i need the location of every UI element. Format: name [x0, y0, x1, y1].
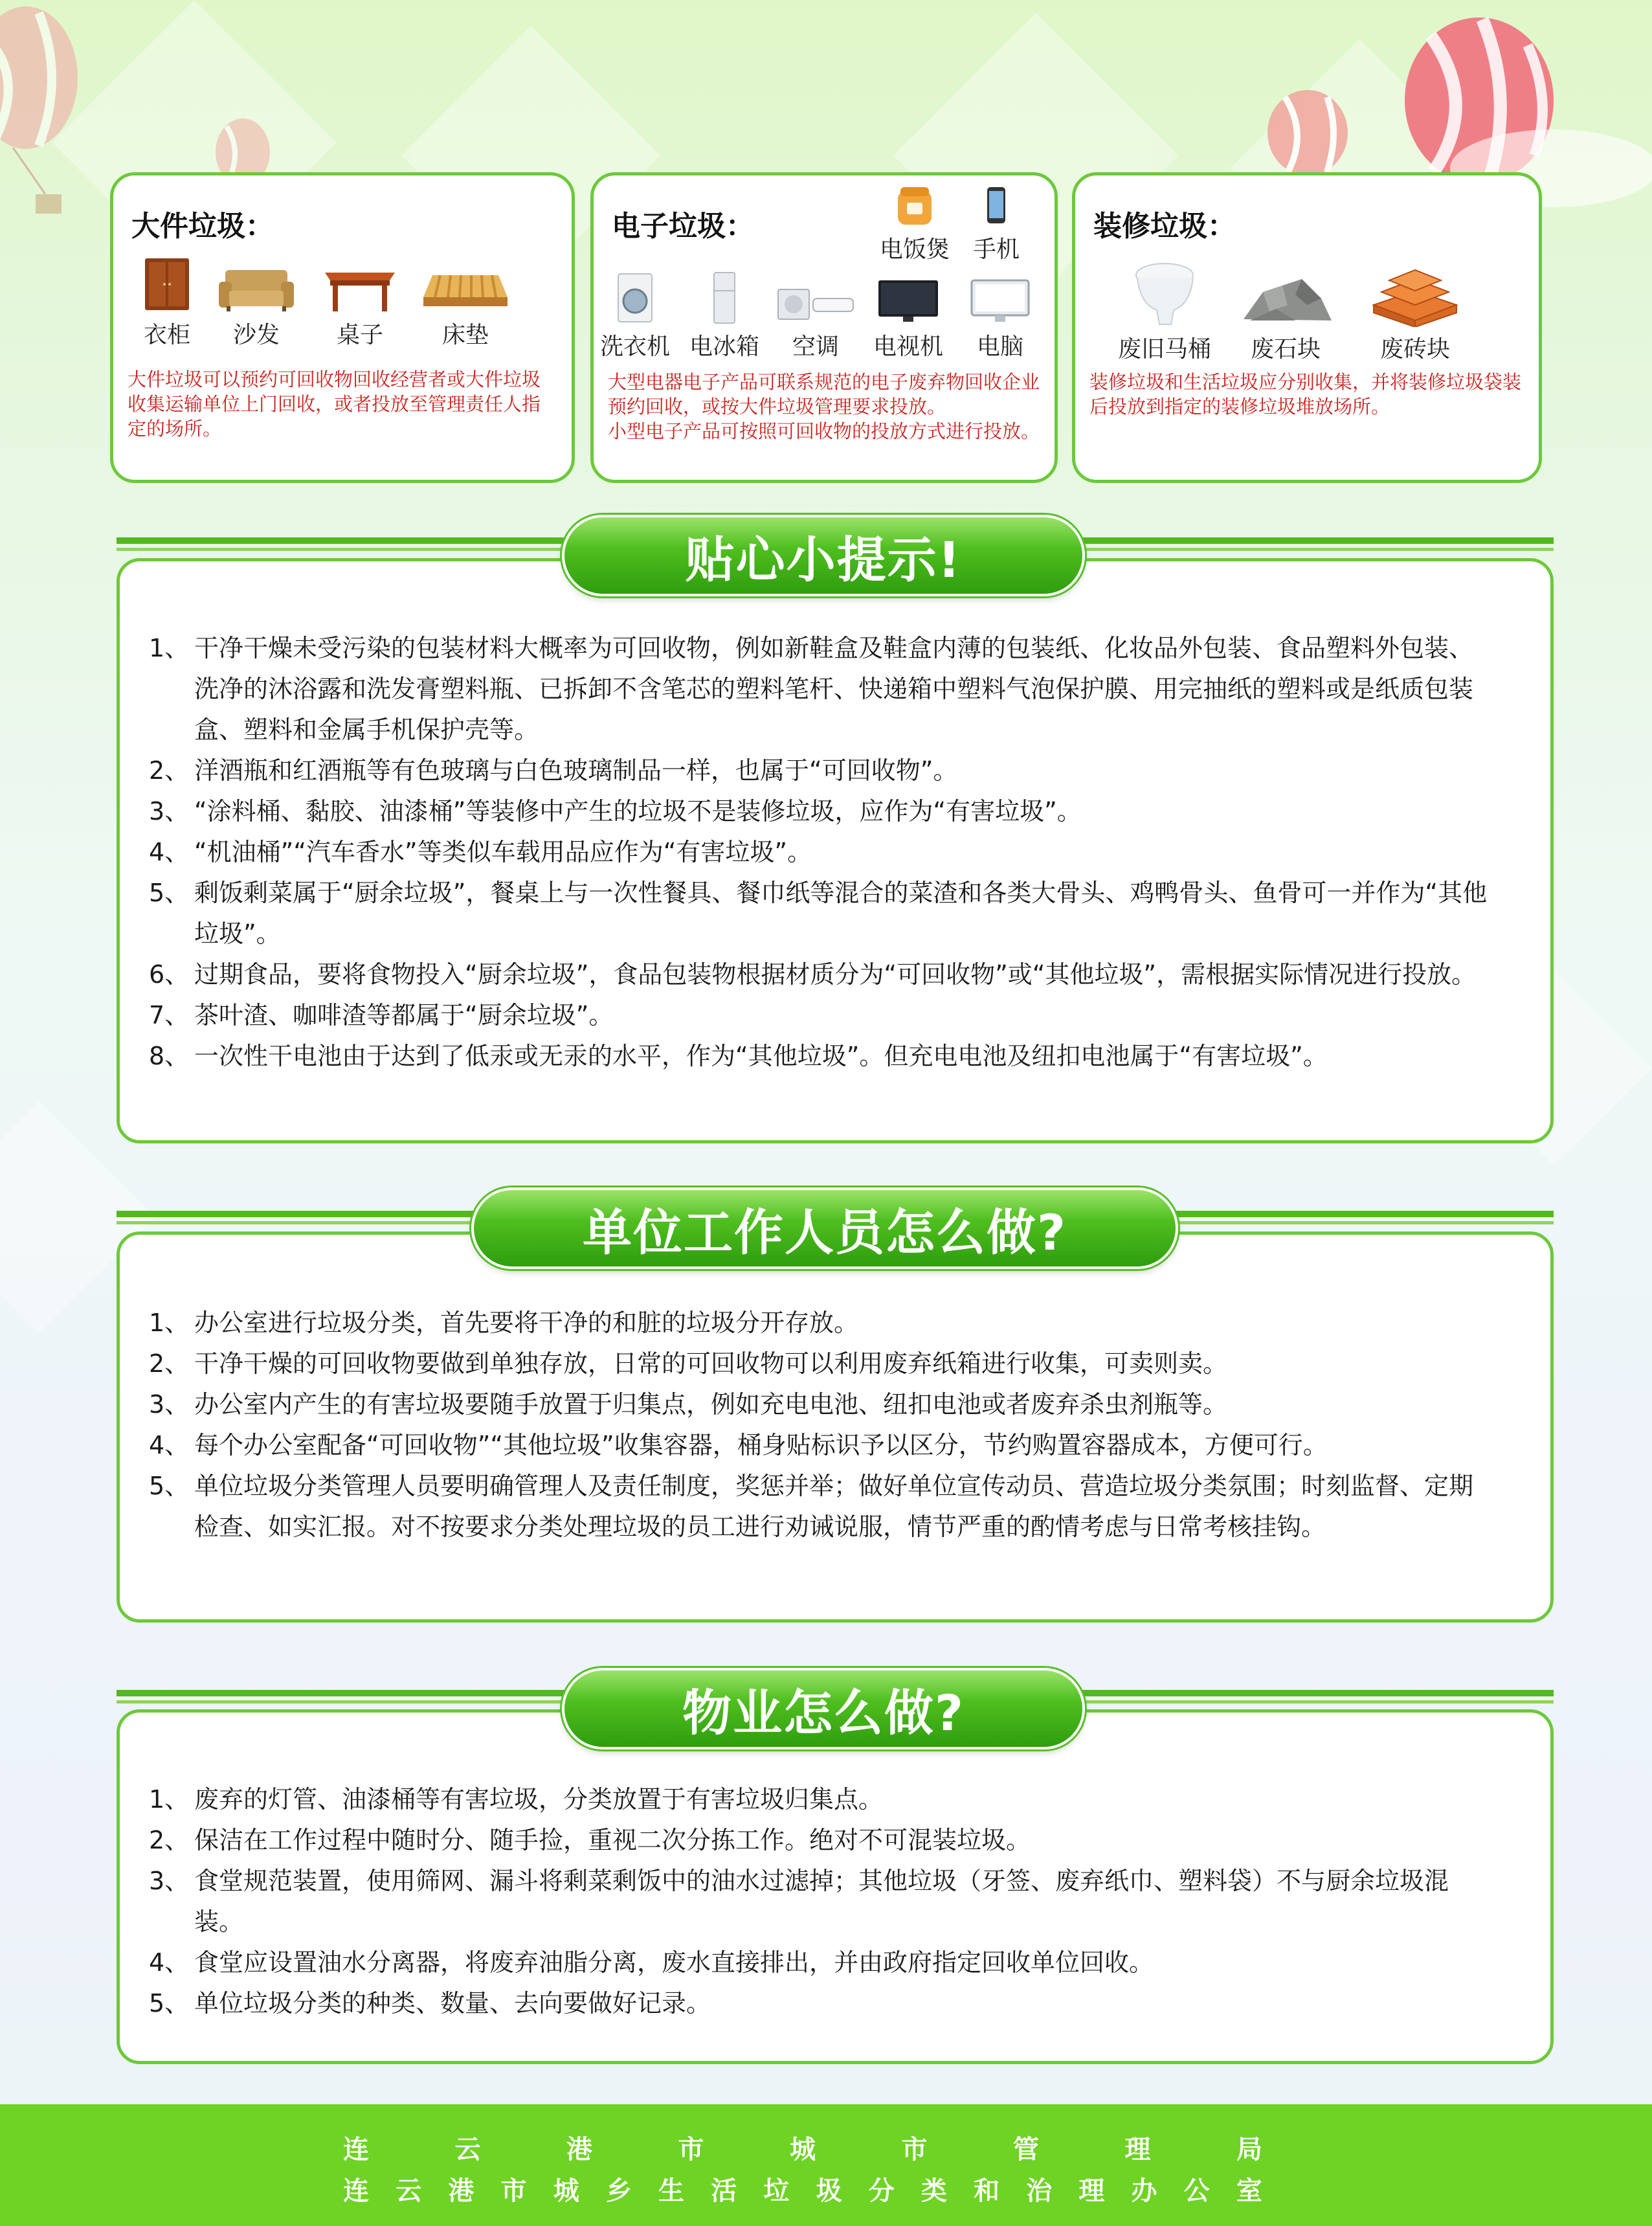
balloon-right-small-icon	[1267, 90, 1348, 175]
list-item: 1、 废弃的灯管、油漆桶等有害垃圾，分类放置于有害垃圾归集点。	[149, 1785, 884, 1814]
list-item: 3、 办公室内产生的有害垃圾要随手放置于归集点，例如充电电池、纽扣电池或者废弃杀虫剂瓶等。	[149, 1390, 1228, 1419]
list-item: 7、 茶叶渣、咖啡渣等都属于“厨余垃圾”。	[149, 1001, 614, 1029]
renovation-waste-card	[1072, 172, 1542, 483]
bricks-icon	[1370, 266, 1460, 327]
list-item: 5、 单位垃圾分类管理人员要明确管理人及责任制度，奖惩并举；做好单位宣传动员、营造垃圾分类氛围；时刻监督、定期检查、如实汇报。对不按要求分类处理垃圾的员工进行劝诫说服，情节严重的酌情考虑与日常考核挂钩。	[149, 1472, 1474, 1541]
footer-line-2: 连 云 港 市 城 乡 生 活 垃 圾 分 类 和 治 理 办 公 室	[343, 2176, 1262, 2206]
bulky-item-sofa: 沙发	[214, 266, 298, 350]
electronic-item-computer: 电脑	[961, 278, 1039, 361]
renovation-waste-description: 装修垃圾和生活垃圾应分别收集，并将装修垃圾袋装后投放到指定的装修垃圾堆放场所。	[1089, 371, 1522, 418]
staff-heading: 单位工作人员怎么做?	[471, 1187, 1178, 1269]
fridge-icon	[711, 271, 737, 324]
property-list	[149, 1779, 1497, 2024]
bulky-item-mattress: 床垫	[420, 266, 511, 350]
phone-icon	[983, 185, 1009, 227]
list-item: 5、 剩饭剩菜属于“厨余垃圾”，餐桌上与一次性餐具、餐巾纸等混合的菜渣和各类大骨头、鸡鸭骨头、鱼骨可一并作为“其他垃圾”。	[149, 879, 1488, 948]
bulky-item-wardrobe: 衣柜	[131, 257, 203, 350]
wardrobe-icon	[142, 257, 192, 313]
renovation-waste-title: 装修垃圾：	[1093, 210, 1236, 243]
electronic-waste-title: 电子垃圾：	[612, 210, 754, 243]
staff-list	[149, 1303, 1497, 1547]
tips-list	[149, 628, 1497, 1077]
electronic-desc-small: 小型电子产品可按照可回收物的投放方式进行投放。	[608, 420, 1040, 442]
bulky-waste-card	[110, 172, 575, 483]
electronic-item-air-conditioner: 空调	[774, 284, 858, 361]
list-item: 1、 办公室进行垃圾分类，首先要将干净的和脏的垃圾分开存放。	[149, 1309, 859, 1337]
air-conditioner-icon	[776, 284, 856, 324]
tv-icon	[876, 278, 941, 324]
footer-line-1: 连 云 港 市 城 市 管 理 局	[343, 2135, 1262, 2164]
list-item: 6、 过期食品，要将食物投入“厨余垃圾”，食品包装物根据材质分为“可回收物”或“其他垃圾”，需根据实际情况进行投放。	[149, 960, 1477, 989]
list-item: 4、 每个办公室配备“可回收物”“其他垃圾”收集容器，桶身贴标识予以区分，节约购置容器成本，方便可行。	[149, 1431, 1328, 1459]
mattress-icon	[422, 266, 509, 313]
list-item: 3、 “涂料桶、黏胶、油漆桶”等装修中产生的垃圾不是装修垃圾，应作为“有害垃圾”。	[149, 797, 1082, 826]
bulky-waste-title: 大件垃圾：	[131, 210, 274, 243]
property-heading: 物业怎么做?	[562, 1668, 1085, 1749]
list-item: 2、 保洁在工作过程中随时分、随手捡，重视二次分拣工作。绝对不可混装垃圾。	[149, 1826, 1031, 1854]
stones-icon	[1237, 266, 1334, 327]
electronic-item-tv: 电视机	[865, 278, 951, 361]
electronic-item-washing-machine: 洗衣机	[594, 271, 676, 361]
computer-icon	[969, 278, 1031, 324]
list-item: 8、 一次性干电池由于达到了低汞或无汞的水平，作为“其他垃圾”。但充电电池及纽扣电池属于“有害垃圾”。	[149, 1042, 1328, 1070]
bulky-waste-description: 大件垃圾可以预约可回收物回收经营者或大件垃圾收集运输单位上门回收，或者投放至管理责任人指定的场所。	[128, 368, 541, 440]
electronic-item-fridge: 电冰箱	[684, 271, 765, 361]
electronic-waste-card	[590, 172, 1058, 483]
renovation-item-stones: 废石块	[1237, 266, 1334, 364]
table-icon	[322, 266, 397, 313]
list-item: 2、 干净干燥的可回收物要做到单独存放，日常的可回收物可以利用废弃纸箱进行收集，可卖则卖。	[149, 1349, 1228, 1378]
tips-heading: 贴心小提示!	[562, 515, 1085, 596]
rice-cooker-icon	[895, 185, 934, 227]
renovation-item-toilet: 废旧马桶	[1113, 258, 1216, 364]
list-item: 5、 单位垃圾分类的种类、数量、去向要做好记录。	[149, 1989, 711, 2018]
electronic-waste-description	[608, 370, 1040, 444]
footer	[0, 2104, 1652, 2226]
electronic-item-rice-cooker: 电饭煲	[876, 185, 954, 264]
renovation-item-bricks: 废砖块	[1367, 266, 1464, 364]
list-item: 3、 食堂规范装置，使用筛网、漏斗将剩菜剩饭中的油水过滤掉；其他垃圾（牙签、废弃纸巾、塑料袋）不与厨余垃圾混装。	[149, 1867, 1449, 1936]
toilet-icon	[1131, 258, 1198, 327]
electronic-item-phone: 手机	[964, 185, 1029, 264]
list-item: 4、 食堂应设置油水分离器，将废弃油脂分离，废水直接排出，并由政府指定回收单位回收。	[149, 1948, 1154, 1977]
balloon-left-icon	[0, 6, 78, 214]
list-item: 2、 洋酒瓶和红酒瓶等有色玻璃与白色玻璃制品一样，也属于“可回收物”。	[149, 756, 958, 785]
washing-machine-icon	[616, 271, 654, 324]
list-item: 4、 “机油桶”“汽车香水”等类似车载用品应作为“有害垃圾”。	[149, 838, 812, 866]
list-item: 1、 干净干燥未受污染的包装材料大概率为可回收物，例如新鞋盒及鞋盒内薄的包装纸、化妆品外包装、食品塑料外包装、洗净的沐浴露和洗发膏塑料瓶、已拆卸不含笔芯的塑料笔杆、快递箱中塑料气泡保护膜、用完抽纸的塑料或是纸质包装盒、塑料和金属手机保护壳等。	[149, 634, 1474, 744]
bulky-item-table: 桌子	[319, 266, 401, 350]
sofa-icon	[218, 266, 295, 313]
electronic-desc-large: 大型电器电子产品可联系规范的电子废弃物回收企业预约回收，或按大件垃圾管理要求投放。	[608, 371, 1040, 418]
